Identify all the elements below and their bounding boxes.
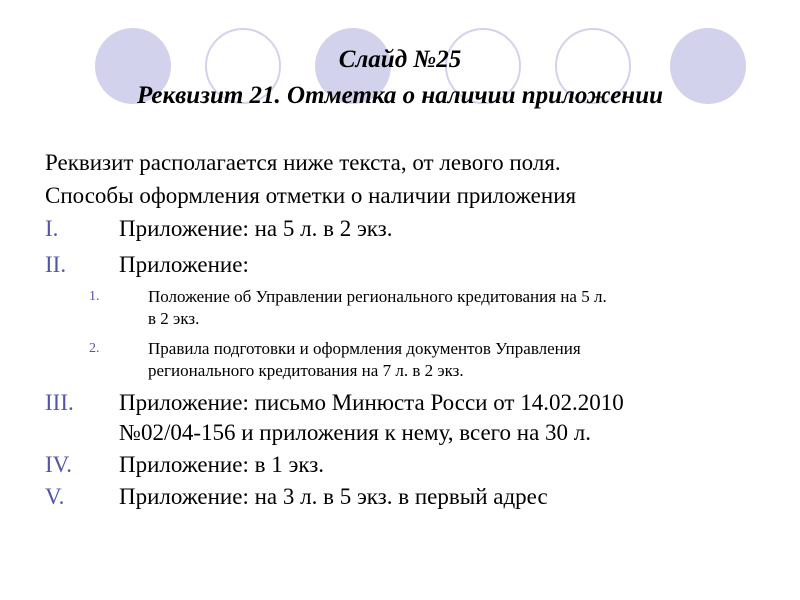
list-item-4 xyxy=(45,450,765,480)
list-number: I. xyxy=(45,216,59,241)
list-number: III. xyxy=(45,390,74,415)
list-text: Приложение: на 5 л. в 2 экз. xyxy=(119,216,393,241)
list-item-3 xyxy=(45,388,765,448)
list-text-line1: Приложение: письмо Минюста Росси от 14.02.2010 xyxy=(119,390,624,415)
list-text: Приложение: xyxy=(119,252,249,277)
sublist-number: 2. xyxy=(89,341,100,356)
sublist-text-line1: Правила подготовки и оформления документов Управления xyxy=(148,339,581,358)
list-item-2 xyxy=(45,250,765,280)
list-item-1 xyxy=(45,214,765,244)
sublist-text-line1: Положение об Управлении регионального кредитования на 5 л. xyxy=(148,287,607,306)
sublist-item-2 xyxy=(45,338,765,382)
list-number: II. xyxy=(45,252,67,277)
slide-body xyxy=(45,148,765,512)
sublist-item-1 xyxy=(45,286,765,330)
body-paragraph-2: Способы оформления отметки о наличии приложения xyxy=(45,183,577,208)
list-text: Приложение: в 1 экз. xyxy=(119,452,325,477)
sublist-number: 1. xyxy=(89,289,100,304)
list-number: IV. xyxy=(45,452,73,477)
body-paragraph-1: Реквизит располагается ниже текста, от левого поля. xyxy=(45,150,561,175)
slide-title-line2: Реквизит 21. Отметка о наличии приложении xyxy=(136,82,663,109)
sublist-text-line2: в 2 экз. xyxy=(148,309,200,328)
list-text-line2: №02/04-156 и приложения к нему, всего на 30 л. xyxy=(119,420,592,445)
sublist-text-line2: регионального кредитования на 7 л. в 2 экз. xyxy=(148,361,464,380)
slide-title-line1: Слайд №25 xyxy=(338,46,462,73)
list-number: V. xyxy=(45,484,65,509)
list-text: Приложение: на 3 л. в 5 экз. в первый адрес xyxy=(119,484,548,509)
list-item-5 xyxy=(45,482,765,512)
